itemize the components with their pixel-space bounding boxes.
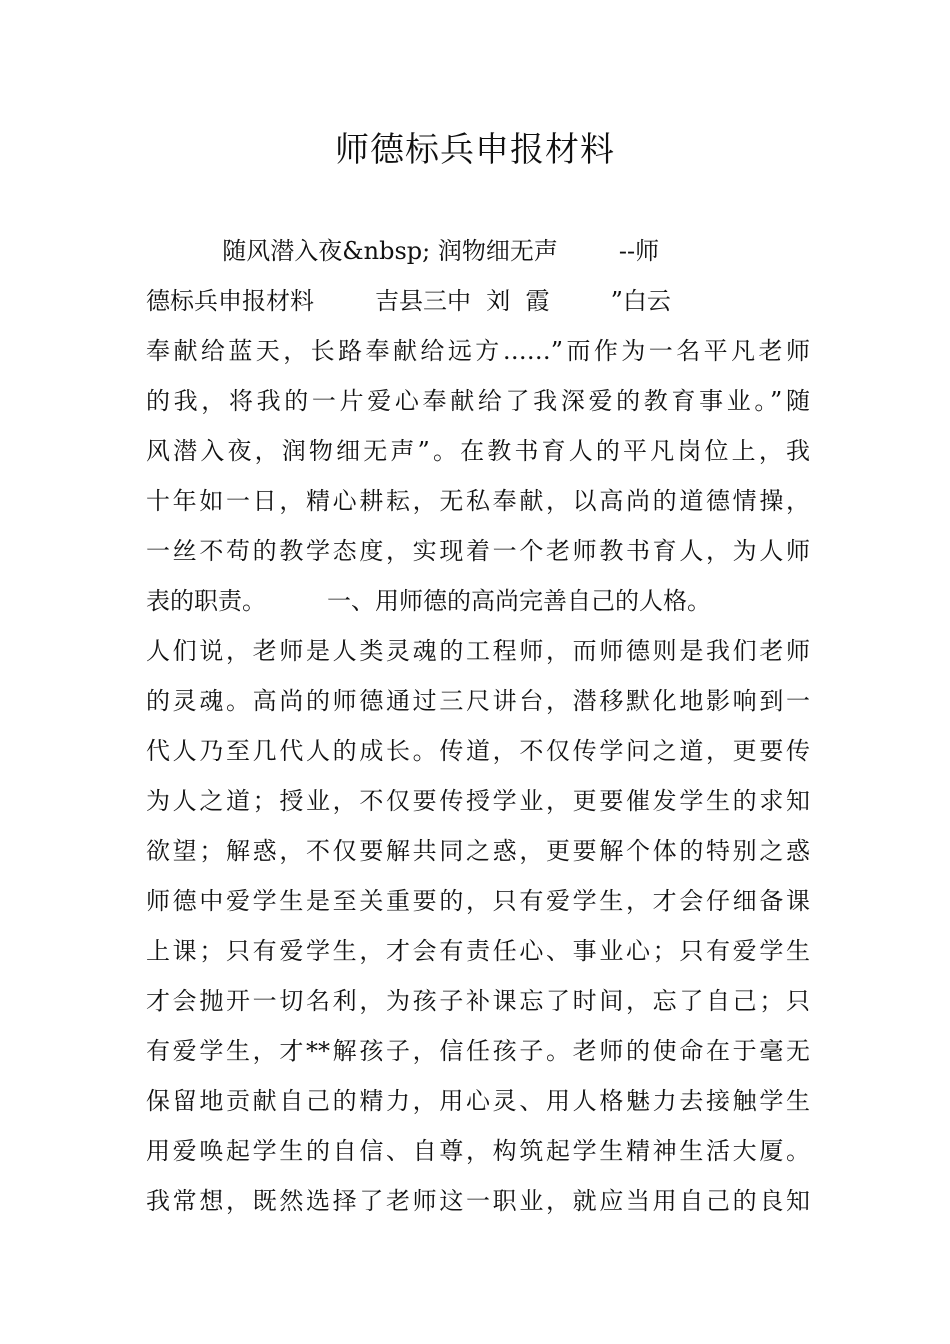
body-line: 用爱唤起学生的自信、自尊，构筑起学生精神生活大厦。 [146,1137,810,1165]
body-line: 表的职责。 一、用师德的高尚完善自己的人格。 [146,587,712,615]
body-line: 人们说，老师是人类灵魂的工程师，而师德则是我们老师 [146,637,810,665]
body-line: 欲望；解惑，不仅要解共同之惑，更要解个体的特别之惑 [146,837,810,865]
body-line: 的灵魂。高尚的师德通过三尺讲台，潜移默化地影响到一 [146,687,810,715]
body-line: 才会抛开一切名利，为孩子补课忘了时间，忘了自己；只 [146,987,810,1015]
body-line: 师德中爱学生是至关重要的，只有爱学生，才会仔细备课 [146,887,810,915]
body-line: 的我，将我的一片爱心奉献给了我深爱的教育事业。”随 [146,387,810,415]
body-line: 十年如一日，精心耕耘，无私奉献，以高尚的道德情操， [146,487,810,515]
body-line: 德标兵申报材料 吉县三中 刘 霞 ”白云 [146,287,671,315]
body-line: 保留地贡献自己的精力，用心灵、用人格魅力去接触学生 [146,1087,810,1115]
body-line: 奉献给蓝天，长路奉献给远方……”而作为一名平凡老师 [146,337,810,365]
body-line: 随风潜入夜&nbsp; 润物细无声 --师 [146,237,660,265]
body-line: 上课；只有爱学生，才会有责任心、事业心；只有爱学生 [146,937,810,965]
document-body [146,226,810,1226]
body-line: 风潜入夜，润物细无声”。在教书育人的平凡岗位上，我 [146,437,810,465]
body-line: 为人之道；授业，不仅要传授学业，更要催发学生的求知 [146,787,810,815]
body-line: 我常想，既然选择了老师这一职业，就应当用自己的良知 [146,1187,810,1215]
document-title: 师德标兵申报材料 [335,130,615,170]
body-line: 有爱学生，才**解孩子，信任孩子。老师的使命在于毫无 [146,1037,810,1065]
body-line: 一丝不苟的教学态度，实现着一个老师教书育人，为人师 [146,537,810,565]
body-line: 代人乃至几代人的成长。传道，不仅传学问之道，更要传 [146,737,810,765]
